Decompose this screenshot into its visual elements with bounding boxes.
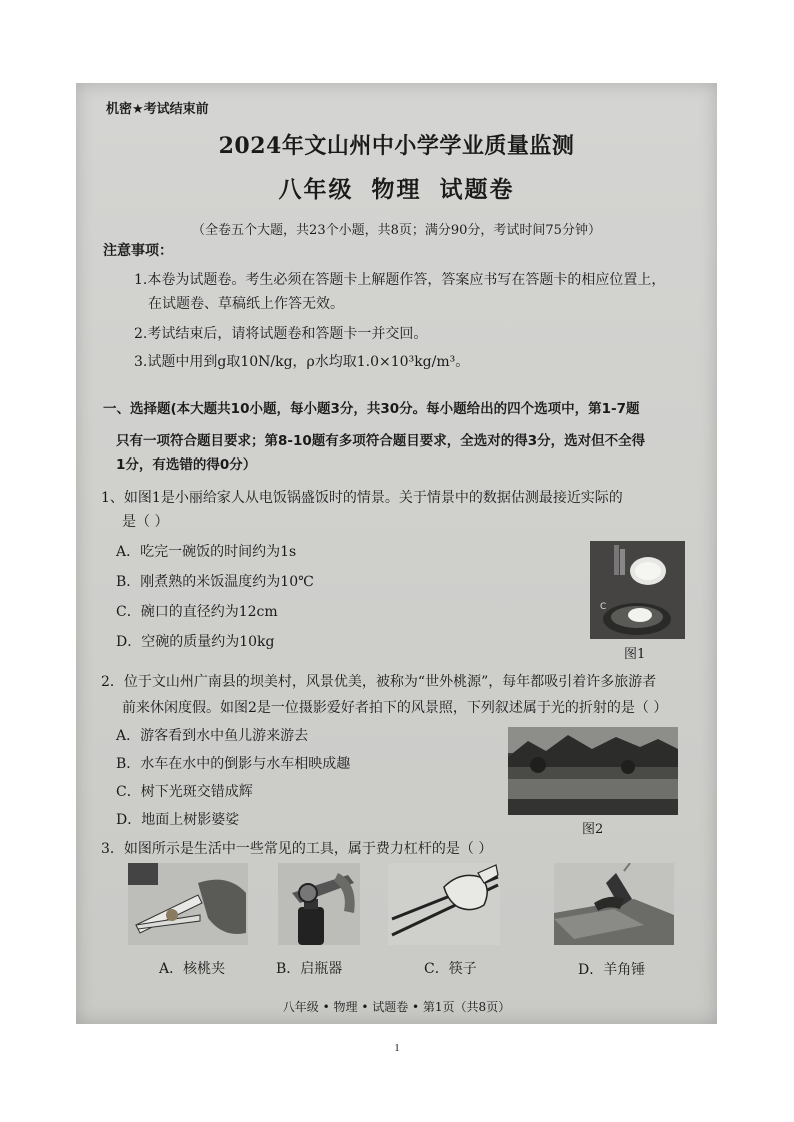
exam-title: 2024年文山州中小学学业质量监测 [218, 133, 575, 159]
walnut-cracker-image [128, 863, 248, 945]
q2-option-b: B．水车在水中的倒影与水车相映成趣 [116, 756, 351, 772]
section-1-line-1: 一、选择题(本大题共10小题，每小题3分，共30分。每小题给出的四个选项中，第1-7题 [103, 401, 640, 417]
bottle-opener-image [278, 863, 360, 945]
q1-stem-cont: 是（ ） [122, 514, 169, 530]
q2-option-d: D．地面上树影婆娑 [116, 812, 240, 828]
notice-item-1-cont: 在试题卷、草稿纸上作答无效。 [148, 296, 344, 312]
q2-stem-cont: 前来休闲度假。如图2是一位摄影爱好者拍下的风景照，下列叙述属于光的折射的是（ ） [122, 700, 668, 716]
q3-stem: 3．如图所示是生活中一些常见的工具，属于费力杠杆的是（ ） [101, 841, 493, 857]
figure-1-rice-cooker-photo [590, 541, 685, 639]
section-1-line-3: 1分，有选错的得0分） [116, 457, 257, 473]
page-number: 1 [394, 1042, 400, 1054]
q3-option-a: A．核桃夹 [159, 961, 226, 977]
q3-option-c: C．筷子 [424, 961, 477, 977]
notice-heading: 注意事项： [103, 243, 173, 259]
exam-subtitle: 八年级 物理 试题卷 [278, 176, 515, 203]
q1-option-d: D．空碗的质量约为10kg [116, 634, 275, 650]
notice-item-3: 3.试题中用到g取10N/kg，ρ水均取1.0×10³kg/m³。 [134, 354, 470, 370]
q3-option-d: D．羊角锤 [578, 962, 646, 978]
exam-info: （全卷五个大题，共23个小题，共8页；满分90分，考试时间75分钟） [192, 223, 601, 238]
q1-option-a: A．吃完一碗饭的时间约为1s [116, 544, 297, 560]
q2-option-c: C．树下光斑交错成辉 [116, 784, 253, 800]
exam-paper [76, 83, 717, 1024]
q3-option-b: B．启瓶器 [276, 961, 343, 977]
figure-1-caption: 图1 [624, 647, 646, 662]
q2-option-a: A．游客看到水中鱼儿游来游去 [116, 728, 309, 744]
claw-hammer-image [554, 863, 674, 945]
q1-option-c: C．碗口的直径约为12cm [116, 604, 278, 620]
notice-item-1: 1.本卷为试题卷。考生必须在答题卡上解题作答，答案应书写在答题卡的相应位置上， [134, 272, 666, 288]
q1-option-b: B．刚煮熟的米饭温度约为10℃ [116, 574, 314, 590]
figure-2-landscape-photo [508, 727, 678, 815]
section-1-line-2: 只有一项符合题目要求；第8-10题有多项符合题目要求，全选对的得3分，选对但不全得 [116, 433, 646, 449]
q2-stem: 2．位于文山州广南县的坝美村，风景优美，被称为“世外桃源”，每年都吸引着许多旅游者 [101, 674, 657, 690]
page-footer: 八年级 • 物理 • 试题卷 • 第1页（共8页） [282, 1000, 511, 1014]
confidential-label: 机密★考试结束前 [106, 102, 209, 117]
chopsticks-image [388, 863, 500, 945]
svg-text:C: C [600, 602, 607, 612]
q1-stem: 1、如图1是小丽给家人从电饭锅盛饭时的情景。关于情景中的数据估测最接近实际的 [101, 490, 623, 506]
notice-item-2: 2.考试结束后，请将试题卷和答题卡一并交回。 [134, 326, 428, 342]
figure-2-caption: 图2 [582, 822, 604, 837]
